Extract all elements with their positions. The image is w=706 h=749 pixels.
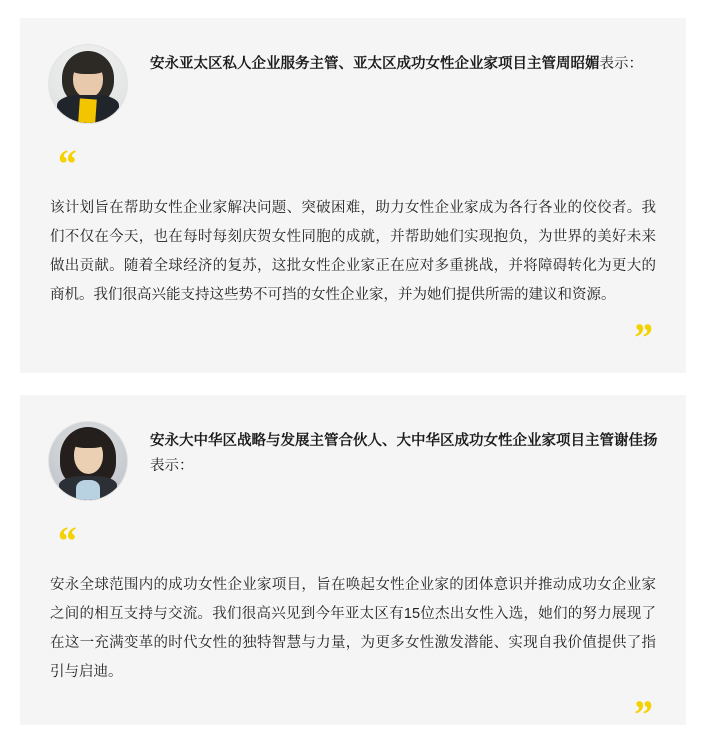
quote-body-1: 该计划旨在帮助女性企业家解决问题、突破困难，助力女性企业家成为各行各业的佼佼者。我们不仅在今天，也在每时每刻庆贺女性同胞的成就，并帮助她们实现抱负，为世界的美好未来做出贡献。随着全球经济的复苏，这批女性企业家正在应对多重挑战，并将障碍转化为更大的商机。我们很高兴能支持这些势不可挡的女性企业家，并为她们提供所需的建议和资源。	[50, 200, 656, 303]
avatar-scarf	[78, 98, 97, 123]
avatar-fringe	[69, 57, 107, 74]
quote-close-mark-2: ”	[632, 692, 654, 737]
person-name-2: 安永大中华区战略与发展主管合伙人、大中华区成功女性企业家项目主管谢佳扬	[150, 433, 658, 449]
quote-open-mark-2: “	[56, 518, 78, 563]
person-header-2	[48, 421, 658, 501]
person-name-1: 安永亚太区私人企业服务主管、亚太区成功女性企业家项目主管周昭媚	[150, 56, 600, 72]
person-title-1	[150, 44, 658, 77]
avatar-2	[48, 421, 128, 501]
avatar-collar	[76, 480, 100, 500]
person-suffix-2: 表示：	[150, 458, 194, 475]
quote-body-2: 安永全球范围内的成功女性企业家项目，旨在唤起女性企业家的团体意识并推动成功女企业家之间的相互支持与交流。我们很高兴见到今年亚太区有15位杰出女性入选，她们的努力展现了在这一充满变革的时代女性的独特智慧与力量，为更多女性激发潜能、实现自我价值提供了指引与启迪。	[50, 577, 656, 680]
person-title-2	[150, 421, 658, 480]
avatar-fringe	[70, 433, 107, 448]
quote-close-mark-1: ”	[632, 315, 654, 360]
quote-card-2	[20, 395, 686, 737]
person-suffix-1: 表示：	[599, 56, 643, 72]
quote-open-mark-1: “	[56, 141, 78, 186]
quote-card-1	[20, 18, 686, 373]
person-header-1	[48, 44, 658, 124]
avatar-1	[48, 44, 128, 124]
